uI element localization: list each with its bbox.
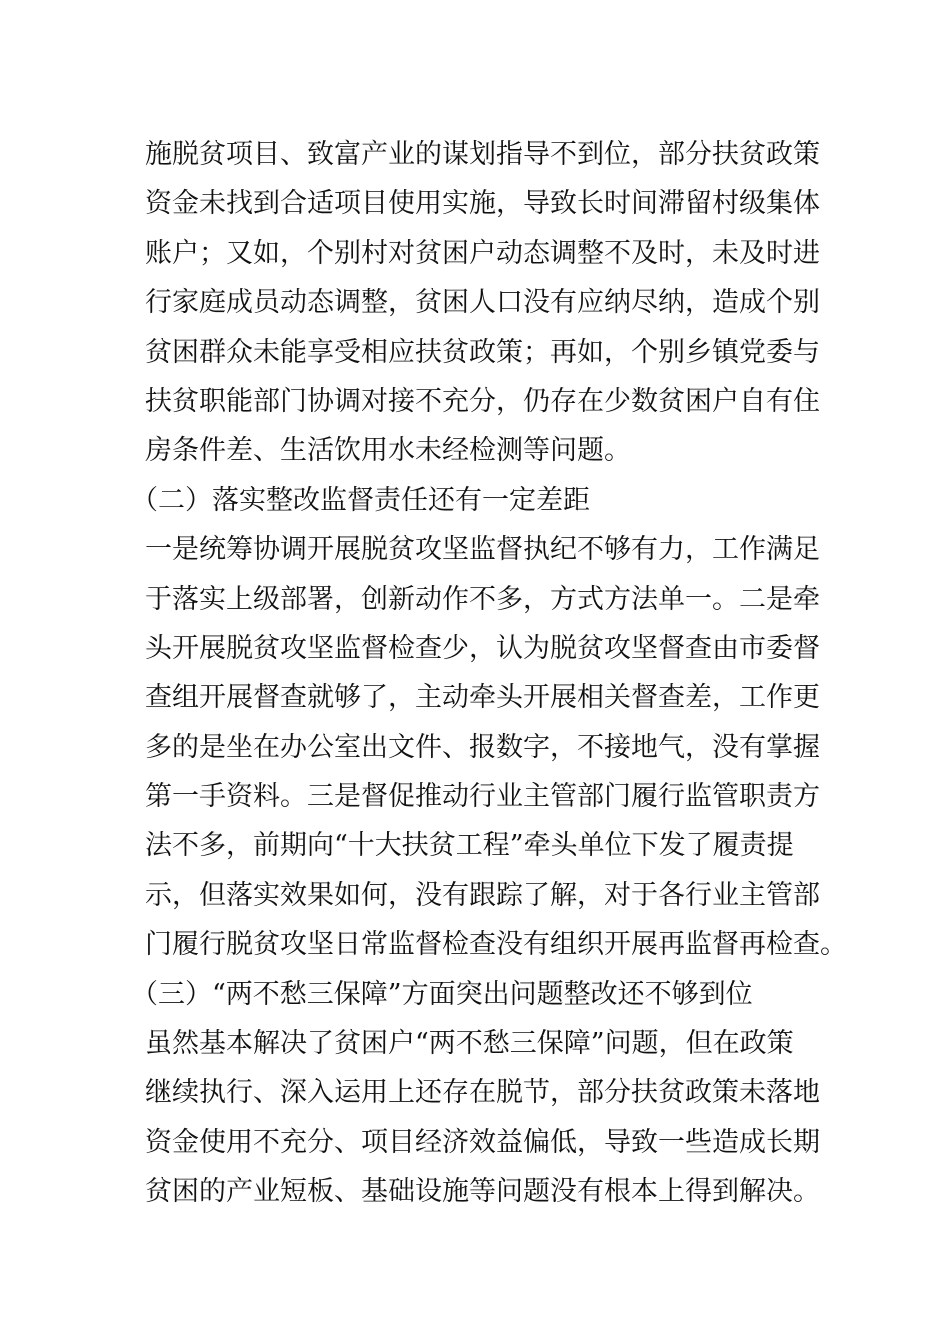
- body-line: 查组开展督查就够了，主动牵头开展相关督查差，工作更: [145, 682, 820, 714]
- body-line: 账户；又如，个别村对贫困户动态调整不及时，未及时进: [145, 237, 820, 269]
- body-line: 贫困群众未能享受相应扶贫政策；再如，个别乡镇党委与: [145, 336, 820, 368]
- section-heading-2: （二）落实整改监督责任还有一定差距: [131, 484, 590, 516]
- body-line: 头开展脱贫攻坚监督检查少，认为脱贫攻坚督查由市委督: [145, 632, 820, 664]
- body-line: 虽然基本解决了贫困户“两不愁三保障”问题，但在政策: [145, 1028, 794, 1060]
- body-line: 示，但落实效果如何，没有跟踪了解，对于各行业主管部: [145, 879, 820, 911]
- body-line: 继续执行、深入运用上还存在脱节，部分扶贫政策未落地: [145, 1077, 820, 1109]
- body-line: 房条件差、生活饮用水未经检测等问题。: [145, 435, 631, 467]
- body-line: 于落实上级部署，创新动作不多，方式方法单一。二是牵: [145, 583, 820, 615]
- body-line: 门履行脱贫攻坚日常监督检查没有组织开展再监督再检查。: [145, 929, 847, 961]
- body-line: 法不多，前期向“十大扶贫工程”牵头单位下发了履责提: [145, 830, 794, 862]
- body-line: 第一手资料。三是督促推动行业主管部门履行监管职责方: [145, 781, 820, 813]
- body-line: 行家庭成员动态调整，贫困人口没有应纳尽纳，造成个别: [145, 287, 820, 319]
- body-line: 资金使用不充分、项目经济效益偏低，导致一些造成长期: [145, 1126, 820, 1158]
- body-line: 多的是坐在办公室出文件、报数字，不接地气，没有掌握: [145, 731, 820, 763]
- body-line: 资金未找到合适项目使用实施，导致长时间滞留村级集体: [145, 188, 820, 220]
- body-line: 扶贫职能部门协调对接不充分，仍存在少数贫困户自有住: [145, 385, 820, 417]
- body-line: 一是统筹协调开展脱贫攻坚监督执纪不够有力，工作满足: [145, 534, 820, 566]
- body-line: 施脱贫项目、致富产业的谋划指导不到位，部分扶贫政策: [145, 139, 820, 170]
- document-body: [131, 130, 847, 1217]
- body-line: 贫困的产业短板、基础设施等问题没有根本上得到解决。: [145, 1176, 820, 1208]
- section-heading-3: （三）“两不愁三保障”方面突出问题整改还不够到位: [131, 978, 753, 1010]
